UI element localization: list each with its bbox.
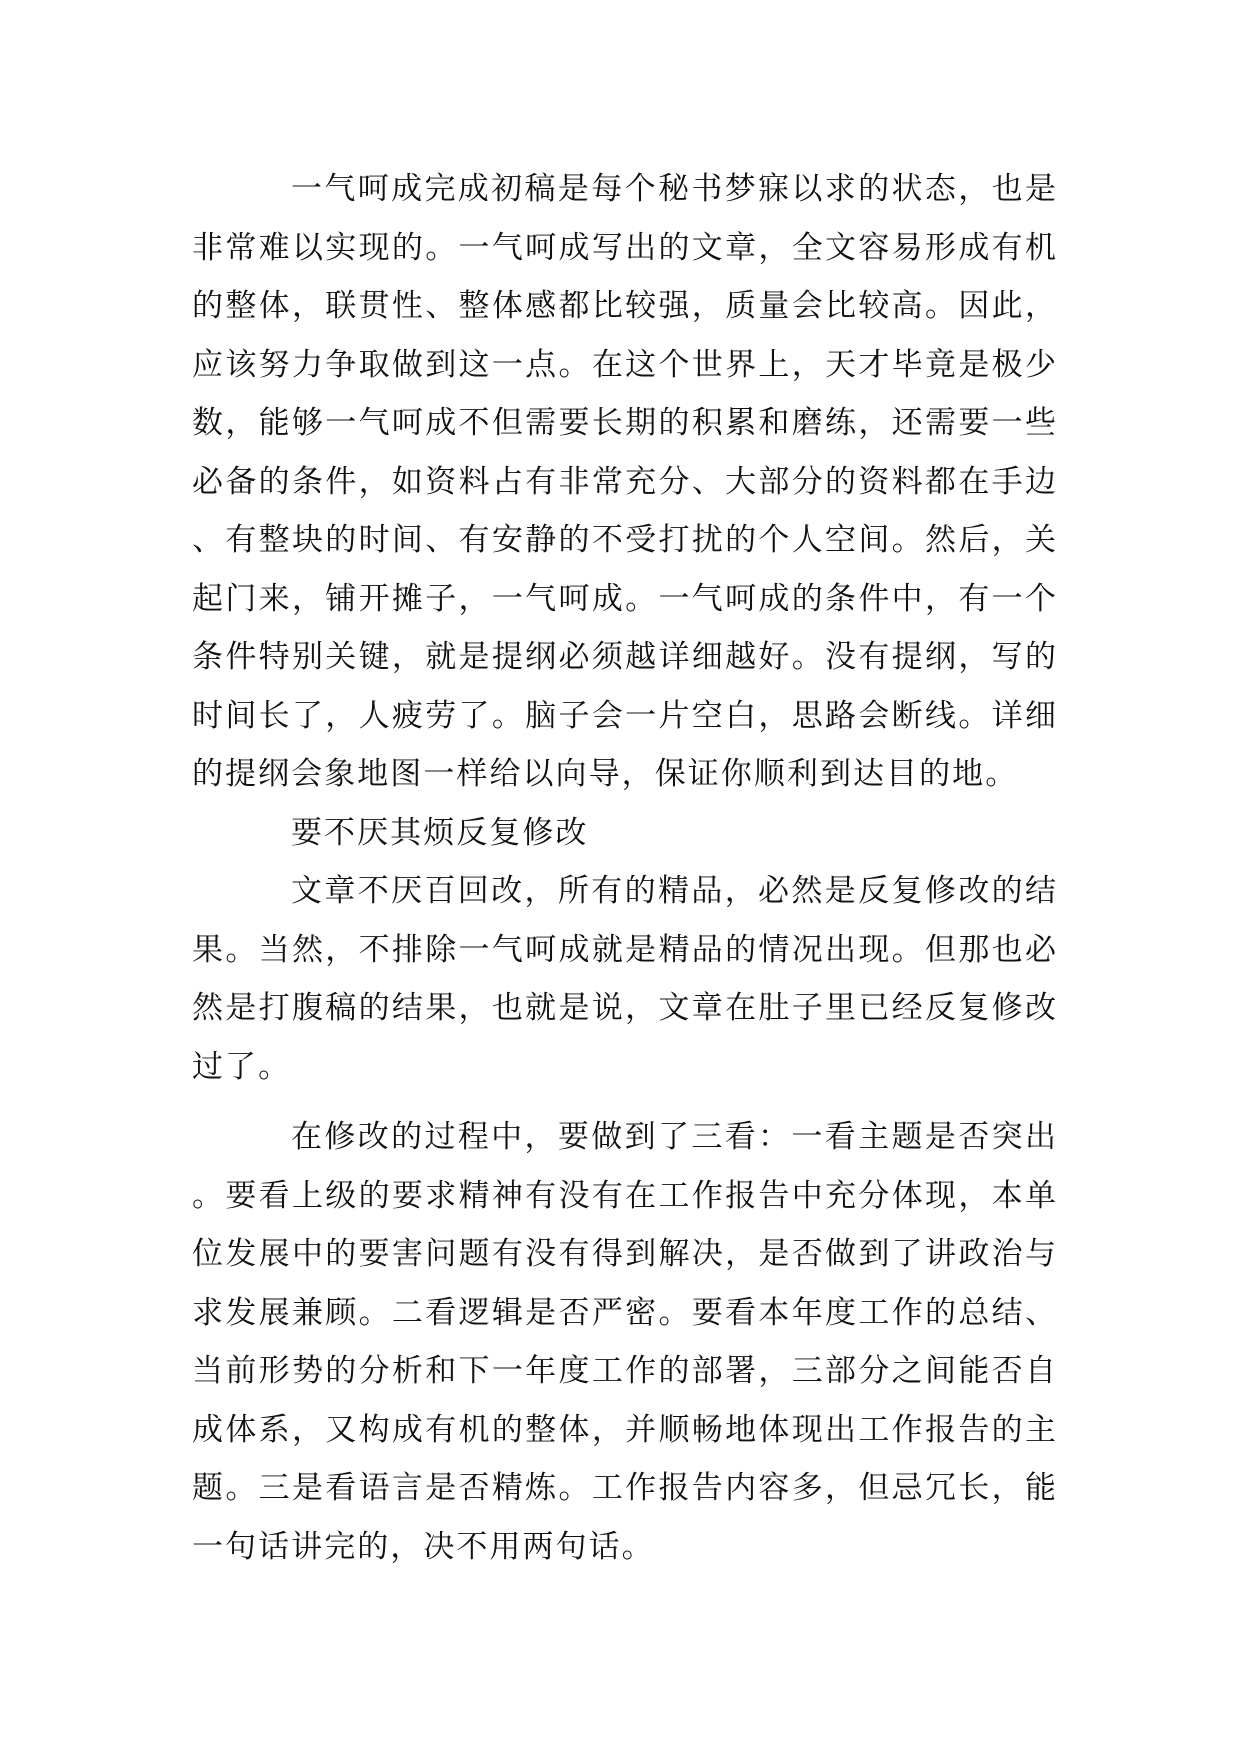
document-body bbox=[192, 160, 1058, 1576]
paragraph-three-checks: 在修改的过程中，要做到了三看：一看主题是否突出。要看上级的要求精神有没有在工作报告中充分体现，本单位发展中的要害问题有没有得到解决，是否做到了讲政治与求发展兼顾。二看逻辑是否严密。要看本年度工作的总结、当前形势的分析和下一年度工作的部署，三部分之间能否自成体系，又构成有机的整体，并顺畅地体现出工作报告的主题。三是看语言是否精炼。工作报告内容多，但忌冗长，能一句话讲完的，决不用两句话。 bbox=[192, 1119, 1058, 1565]
paragraph-first-draft: 一气呵成完成初稿是每个秘书梦寐以求的状态，也是非常难以实现的。一气呵成写出的文章，全文容易形成有机的整体，联贯性、整体感都比较强，质量会比较高。因此，应该努力争取做到这一点。在这个世界上，天才毕竟是极少数，能够一气呵成不但需要长期的积累和磨练，还需要一些必备的条件，如资料占有非常充分、大部分的资料都在手边、有整块的时间、有安静的不受打扰的个人空间。然后，关起门来，铺开摊子，一气呵成。一气呵成的条件中，有一个条件特别关键，就是提纲必须越详细越好。没有提纲，写的时间长了，人疲劳了。脑子会一片空白，思路会断线。详细的提纲会象地图一样给以向导，保证你顺利到达目的地。 bbox=[192, 171, 1058, 792]
paragraph-revision: 文章不厌百回改，所有的精品，必然是反复修改的结果。当然，不排除一气呵成就是精品的情况出现。但那也必然是打腹稿的结果，也就是说，文章在肚子里已经反复修改过了。 bbox=[192, 873, 1058, 1085]
section-heading-revision: 要不厌其烦反复修改 bbox=[291, 814, 589, 851]
